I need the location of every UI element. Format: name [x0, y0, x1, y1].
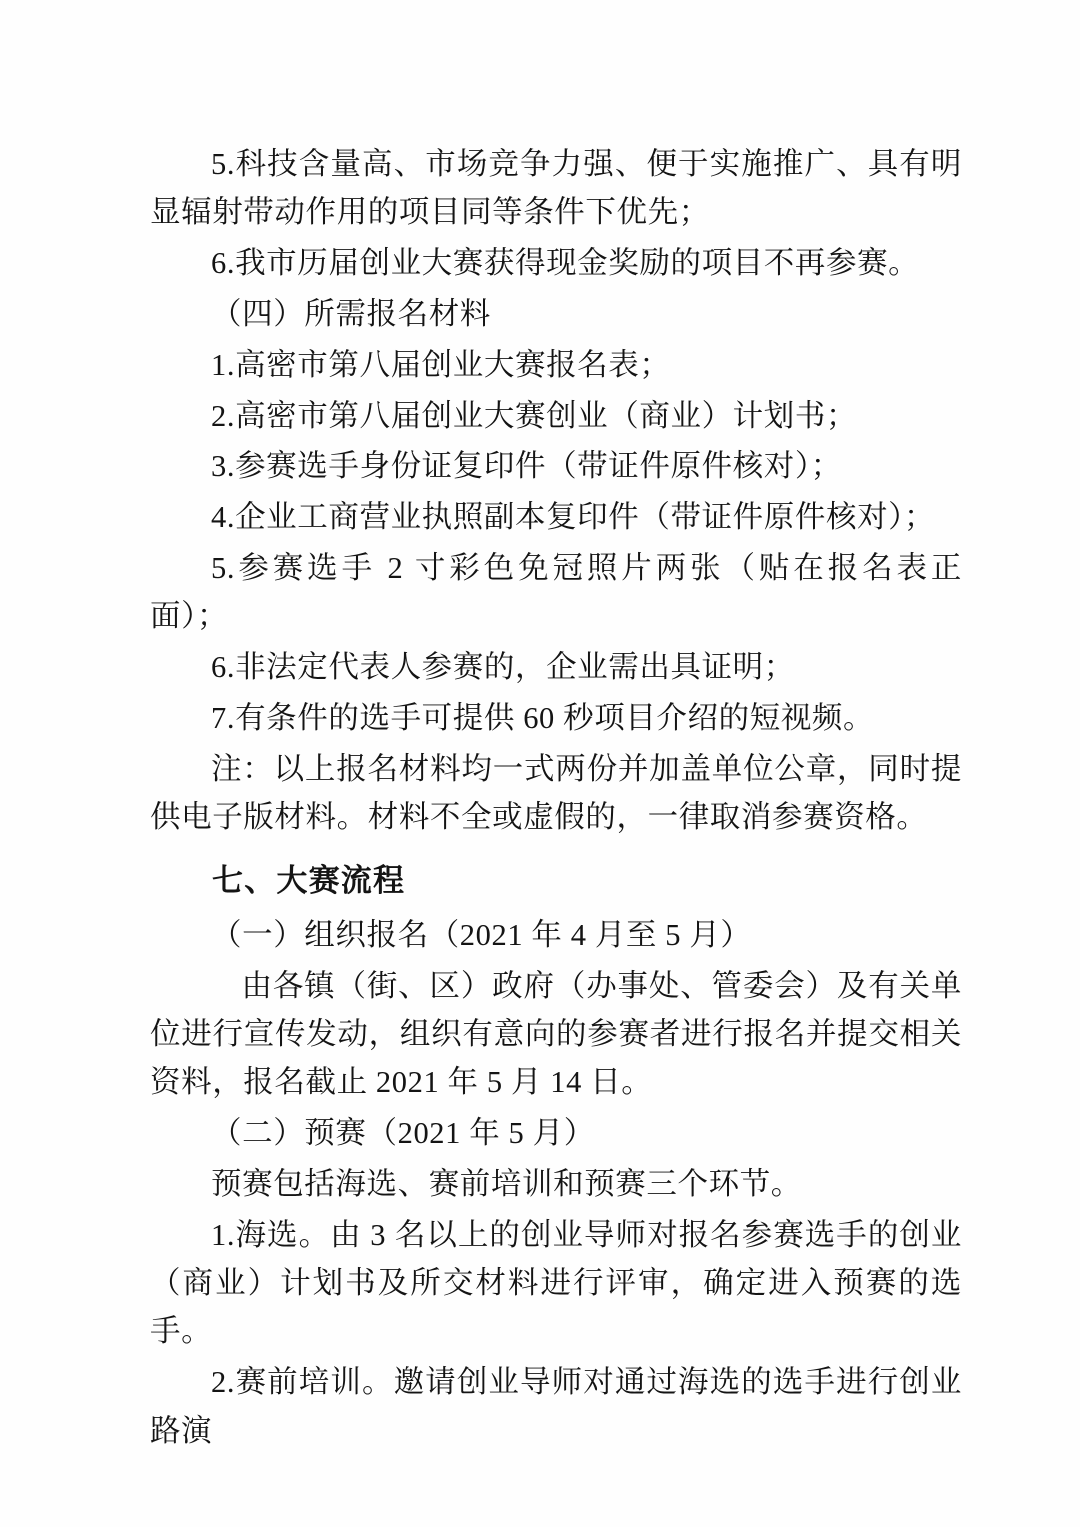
paragraph-process-two-item2: 2.赛前培训。邀请创业导师对通过海选的选手进行创业路演: [150, 1365, 962, 1448]
paragraph-process-two-body: 预赛包括海选、赛前培训和预赛三个环节。: [211, 1166, 802, 1201]
paragraph-material-note: 注：以上报名材料均一式两份并加盖单位公章，同时提供电子版材料。材料不全或虚假的，一律取消参赛资格。: [150, 751, 962, 835]
paragraph-process-two-title: （二）预赛（2021 年 5 月）: [211, 1116, 595, 1151]
heading-section-seven: 七、大赛流程: [212, 862, 406, 898]
paragraph-process-two-item1: 1.海选。由 3 名以上的创业导师对报名参赛选手的创业（商业）计划书及所交材料进行评审，确定进入预赛的选手。: [150, 1217, 962, 1349]
paragraph-material-6: 6.非法定代表人参赛的，企业需出具证明；: [211, 650, 795, 685]
paragraph-material-5: 5.参赛选手 2 寸彩色免冠照片两张（贴在报名表正面）；: [150, 551, 962, 634]
paragraph-material-7: 7.有条件的选手可提供 60 秒项目介绍的短视频。: [211, 701, 875, 736]
paragraph-process-one-title: （一）组织报名（2021 年 4 月至 5 月）: [211, 917, 752, 952]
paragraph-material-1: 1.高密市第八届创业大赛报名表；: [211, 347, 671, 382]
paragraph-material-4: 4.企业工商营业执照副本复印件（带证件原件核对）；: [211, 500, 936, 535]
paragraph-material-2: 2.高密市第八届创业大赛创业（商业）计划书；: [211, 398, 858, 433]
paragraph-section-four-title: （四）所需报名材料: [211, 296, 491, 331]
paragraph-process-one-body: 由各镇（街、区）政府（办事处、管委会）及有关单位进行宣传发动，组织有意向的参赛者进行报名并提交相关资料，报名截止 2021 年 5 月 14 日。: [150, 968, 962, 1100]
paragraph-item5-conditions: 5.科技含量高、市场竞争力强、便于实施推广、具有明显辐射带动作用的项目同等条件下优先；: [150, 147, 962, 230]
paragraph-material-3: 3.参赛选手身份证复印件（带证件原件核对）；: [211, 449, 842, 484]
document-body: [150, 140, 962, 1455]
paragraph-item6-conditions: 6.我市历届创业大赛获得现金奖励的项目不再参赛。: [211, 246, 920, 281]
